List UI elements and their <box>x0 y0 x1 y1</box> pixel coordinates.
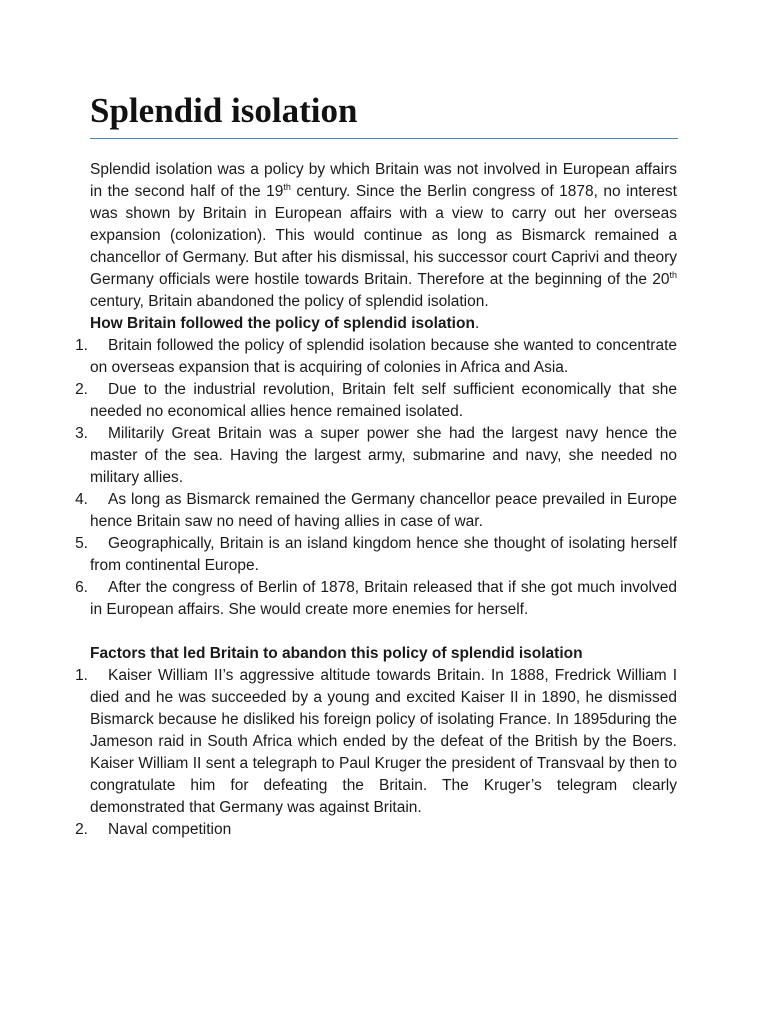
intro-text-1: Splendid isolation was a policy by which Britain was not involved in European affairs in the second half of the 19 <box>90 161 677 200</box>
list-number: 1. <box>75 667 88 684</box>
document-title: Splendid isolation <box>90 88 678 139</box>
document-body <box>75 159 677 841</box>
list-item-text: Geographically, Britain is an island kingdom hence she thought of isolating herself from continental Europe. <box>90 535 677 574</box>
list-item <box>75 665 677 819</box>
section1-heading-suffix: . <box>474 315 480 332</box>
section2-heading: Factors that led Britain to abandon this policy of splendid isolation <box>90 645 583 662</box>
list-item <box>75 577 677 621</box>
list-number: 6. <box>75 579 88 596</box>
list-item-text: Militarily Great Britain was a super power she had the largest navy hence the master of the sea. Having the largest army, submarine and navy, she needed no military allies. <box>90 425 677 486</box>
list-number: 3. <box>75 425 88 442</box>
list-item-text: Britain followed the policy of splendid isolation because she wanted to concentrate on overseas expansion that is acquiring of colonies in Africa and Asia. <box>90 337 677 376</box>
list-item-text: As long as Bismarck remained the Germany chancellor peace prevailed in Europe hence Britain saw no need of having allies in case of war. <box>90 491 677 530</box>
superscript-th: th <box>669 269 677 280</box>
list-item <box>75 335 677 379</box>
list-item-text: Kaiser William II’s aggressive altitude towards Britain. In 1888, Fredrick William I died and he was succeeded by a young and excited Kaiser II in 1890, he dismissed Bismarck because he disliked his foreign policy of isolating France. In 1895during the Jameson raid in South Africa which ended by the defeat of the British by the Boers. Kaiser William II sent a telegraph to Paul Kruger the president of Transvaal by then to congratulate him for defeating the Britain. The Kruger’s telegram clearly demonstrated that Germany was against Britain. <box>90 667 677 816</box>
superscript-th: th <box>283 181 291 192</box>
section1-heading-text: How Britain followed the policy of splendid isolation <box>90 315 475 332</box>
list-number: 5. <box>75 535 88 552</box>
list-item-text: Due to the industrial revolution, Britain felt self sufficient economically that she needed no economical allies hence remained isolated. <box>90 381 677 420</box>
list-item <box>75 533 677 577</box>
section1-heading <box>90 313 677 335</box>
list-number: 4. <box>75 491 88 508</box>
intro-text-3: century, Britain abandoned the policy of splendid isolation. <box>90 293 489 310</box>
list-number: 2. <box>75 381 88 398</box>
list-number: 2. <box>75 821 88 838</box>
list-item <box>75 819 677 841</box>
section1-list <box>75 335 677 621</box>
list-item <box>75 379 677 423</box>
section-spacer <box>90 621 677 643</box>
list-item <box>75 489 677 533</box>
list-item-text: After the congress of Berlin of 1878, Britain released that if she got much involved in European affairs. She would create more enemies for herself. <box>90 579 677 618</box>
list-item <box>75 423 677 489</box>
list-item-text: Naval competition <box>108 821 232 838</box>
list-number: 1. <box>75 337 88 354</box>
intro-text-2: century. Since the Berlin congress of 1878, no interest was shown by Britain in European affairs with a view to carry out her overseas expansion (colonization). This would continue as long as Bismarck remained a chancellor of Germany. But after his dismissal, his successor court Caprivi and theory Germany officials were hostile towards Britain. Therefore at the beginning of the 20 <box>90 183 677 288</box>
intro-paragraph <box>90 159 677 313</box>
section2-list <box>75 665 677 841</box>
